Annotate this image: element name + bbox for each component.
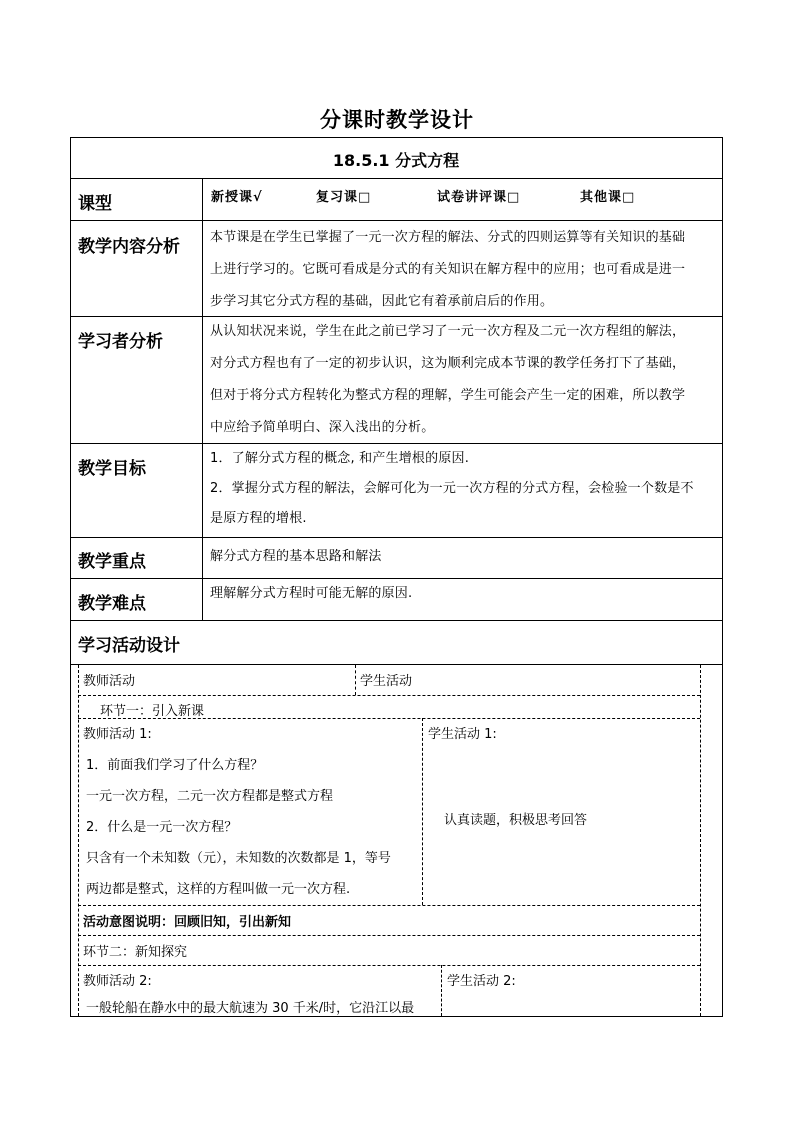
teacher-activity-2-title: 教师活动 2: [83,974,152,989]
type-new-lesson: 新授课√ [211,190,263,205]
table-top-border [70,137,723,138]
student-activity-1-text: 认真读题，积极思考回答 [444,813,588,828]
table-bottom-border [70,1016,723,1017]
activity-design-label: 学习活动设计 [78,636,180,656]
teacher-activity-header: 教师活动 [83,674,136,689]
step-one: 环节一：引入新课 [100,704,205,719]
content-analysis-text: 本节课是在学生已掌握了一元一次方程的解法、分式的四则运算等有关知识的基础 上进行学习的。它既可看成是分式的有关知识在解方程中的应用；也可看成是进一 步学习其它分式方程的基础，因此它有着承前启后的作用。 [210,230,686,309]
page-title: 分课时教学设计 [320,108,474,132]
teacher-activity-2-content: 一般轮船在静水中的最大航速为 30 千米/时，它沿江以最 [86,1001,415,1016]
table-left-border [70,137,71,1016]
type-other: 其他课□ [580,190,636,205]
objectives-label: 教学目标 [78,459,146,479]
lesson-type-label: 课型 [78,194,112,214]
lesson-title: 18.5.1 分式方程 [332,151,460,170]
step-two: 环节二：新知探究 [83,945,188,960]
difficulties-label: 教学难点 [78,594,146,614]
learner-analysis-text: 从认知状况来说，学生在此之前已学习了一元一次方程及二元一次方程组的解法， 对分式方程也有了一定的初步认识，这为顺利完成本节课的教学任务打下了基础， 但对于将分式方程转化为整式方程的理解，学生可能会产生一定的困难，所以教学 中应给予简单明白、深入浅出的分析。 [210,324,686,435]
learner-analysis-label: 学习者分析 [78,332,163,352]
student-activity-1-title: 学生活动 1: [428,727,497,742]
teacher-activity-1-content: 1．前面我们学习了什么方程？ 一元一次方程，二元一次方程都是整式方程 2．什么是一元一次方程？ 只含有一个未知数（元），未知数的次数都是 1，等号 两边都是整式，这样的方程叫做一元一次方程. [86,758,391,897]
table-right-border [722,137,723,1016]
key-points-label: 教学重点 [78,552,146,572]
activity-intent: 活动意图说明：回顾旧知，引出新知 [83,915,292,930]
difficulties-text: 理解解分式方程时可能无解的原因. [210,586,413,601]
student-activity-2-title: 学生活动 2: [447,974,516,989]
key-points-text: 解分式方程的基本思路和解法 [210,549,382,564]
student-activity-header: 学生活动 [360,674,413,689]
type-exam-review: 试卷讲评课□ [437,190,521,205]
content-analysis-label: 教学内容分析 [78,237,180,257]
objectives-text: 1．了解分式方程的概念, 和产生增根的原因. 2．掌握分式方程的解法，会解可化为一元一次方程的分式方程，会检验一个数是不 是原方程的增根. [210,451,694,526]
type-review: 复习课□ [316,190,372,205]
teacher-activity-1-title: 教师活动 1: [83,727,152,742]
